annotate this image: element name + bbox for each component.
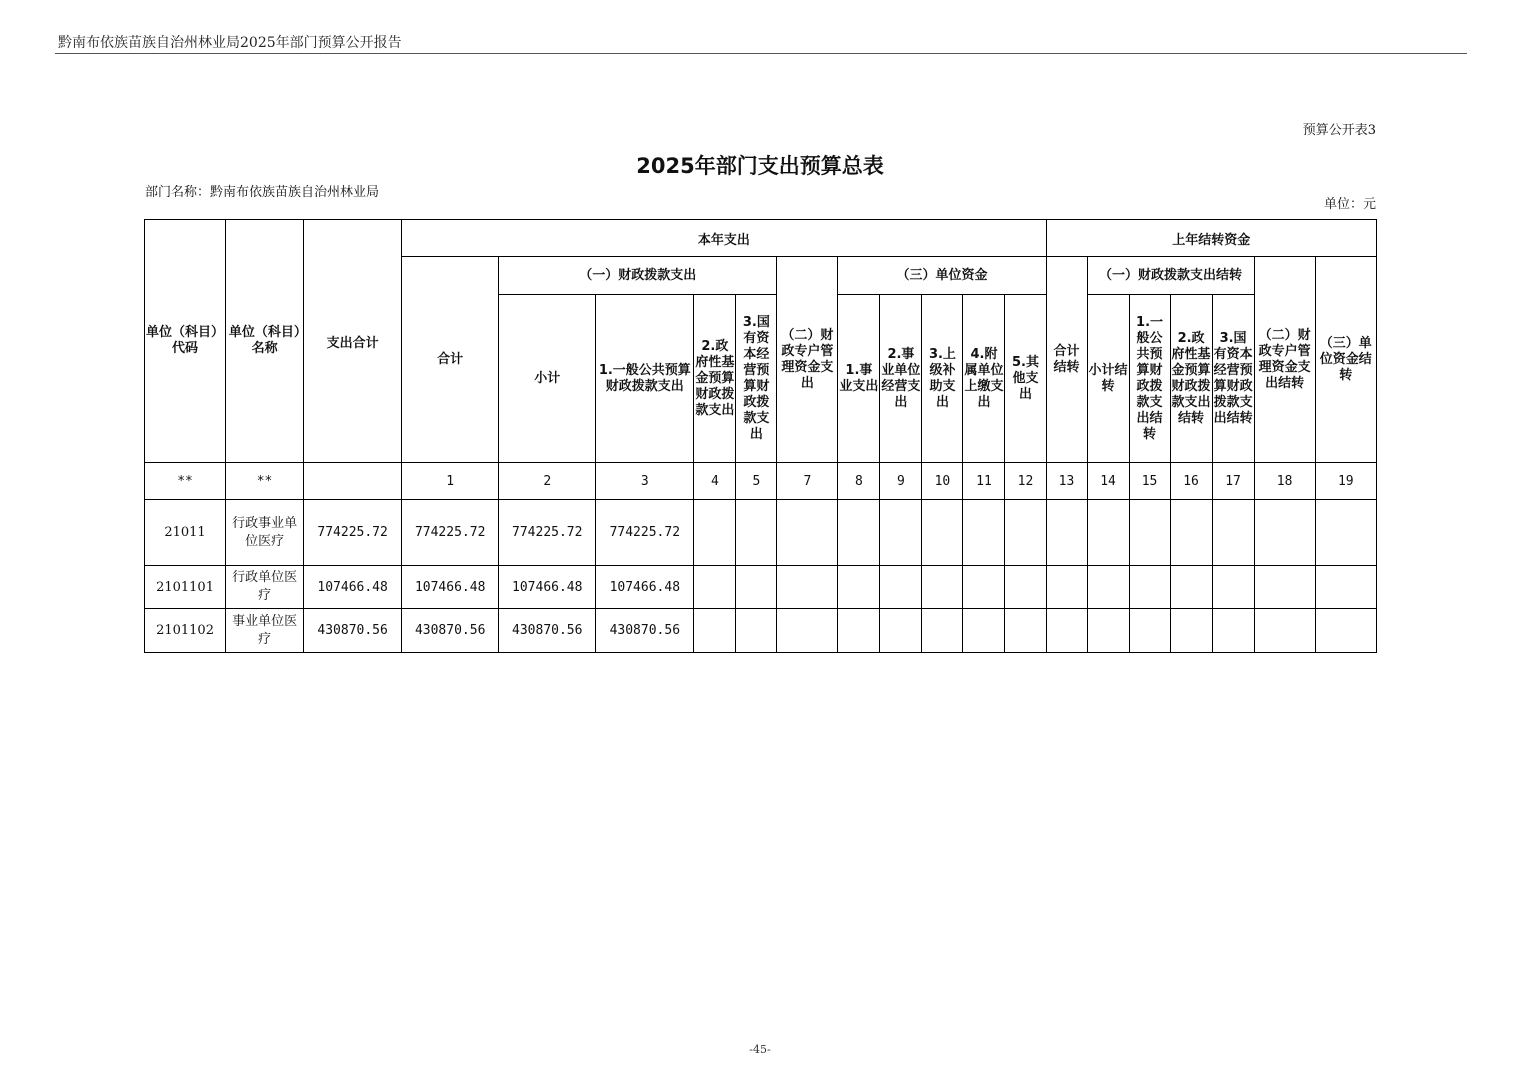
- index-cell: [304, 463, 402, 500]
- index-cell: 18: [1254, 463, 1315, 500]
- table-number: 预算公开表3: [1302, 123, 1376, 138]
- header-unit-funds: （三）单位资金: [838, 257, 1046, 295]
- table-row: [145, 500, 1377, 566]
- row-total: 430870.56: [304, 609, 402, 653]
- header-other: 5.其他支出: [1005, 295, 1046, 463]
- index-cell: **: [145, 463, 226, 500]
- header-carry-unit: （三）单位资金结转: [1315, 257, 1376, 463]
- header-carryover: 上年结转资金: [1046, 220, 1377, 257]
- page-number: -45-: [749, 1043, 771, 1056]
- row-general-budget: 430870.56: [596, 609, 694, 653]
- row-name: 事业单位医疗: [226, 609, 304, 653]
- index-cell: 17: [1212, 463, 1254, 500]
- header-fiscal-subtotal: 小计: [499, 295, 596, 463]
- index-cell: 12: [1005, 463, 1046, 500]
- index-cell: 8: [838, 463, 880, 500]
- row-name: 行政事业单位医疗: [226, 500, 304, 566]
- header-special-account: （二）财政专户管理资金支出: [777, 257, 838, 463]
- index-cell: 13: [1046, 463, 1087, 500]
- header-current-year: 本年支出: [402, 220, 1046, 257]
- index-cell: 3: [596, 463, 694, 500]
- header-carry-special: （二）财政专户管理资金支出结转: [1254, 257, 1315, 463]
- row-code: 21011: [145, 500, 226, 566]
- table-row: [145, 609, 1377, 653]
- header-operating: 2.事业单位经营支出: [880, 295, 922, 463]
- header-divider: [55, 53, 1467, 54]
- header-carry-subtotal: 小计结转: [1087, 295, 1129, 463]
- row-fiscal-subtotal: 107466.48: [499, 566, 596, 609]
- table-row: [145, 566, 1377, 609]
- header-carry-total: 合计结转: [1046, 257, 1087, 463]
- index-row: [145, 463, 1377, 500]
- index-cell: **: [226, 463, 304, 500]
- header-total: 支出合计: [304, 220, 402, 463]
- index-cell: 5: [736, 463, 777, 500]
- index-cell: 11: [963, 463, 1005, 500]
- row-total: 107466.48: [304, 566, 402, 609]
- budget-table: [144, 219, 1377, 653]
- header-gov-fund: 2.政府性基金预算财政拨款支出: [694, 295, 736, 463]
- row-general-budget: 774225.72: [596, 500, 694, 566]
- row-name: 行政单位医疗: [226, 566, 304, 609]
- header-business-income: 1.事业支出: [838, 295, 880, 463]
- department-label: 部门名称：黔南布依族苗族自治州林业局: [145, 185, 380, 200]
- index-cell: 2: [499, 463, 596, 500]
- index-cell: 19: [1315, 463, 1376, 500]
- index-cell: 7: [777, 463, 838, 500]
- header-subsidy: 3.上级补助支出: [922, 295, 963, 463]
- row-code: 2101102: [145, 609, 226, 653]
- row-total: 774225.72: [304, 500, 402, 566]
- header-general-budget: 1.一般公共预算财政拨款支出: [596, 295, 694, 463]
- header-carry-fiscal-group: （一）财政拨款支出结转: [1087, 257, 1254, 295]
- row-sum: 774225.72: [402, 500, 499, 566]
- row-code: 2101101: [145, 566, 226, 609]
- page-title: 2025年部门支出预算总表: [636, 154, 884, 178]
- index-cell: 9: [880, 463, 922, 500]
- index-cell: 15: [1129, 463, 1170, 500]
- header-fiscal-group: （一）财政拨款支出: [499, 257, 777, 295]
- index-cell: 10: [922, 463, 963, 500]
- row-general-budget: 107466.48: [596, 566, 694, 609]
- unit-label: 单位：元: [1323, 197, 1376, 212]
- header-carry-state-capital: 3.国有资本经营预算财政拨款支出结转: [1212, 295, 1254, 463]
- header-state-capital: 3.国有资本经营预算财政拨款支出: [736, 295, 777, 463]
- header-name: 单位（科目）名称: [226, 220, 304, 463]
- row-sum: 430870.56: [402, 609, 499, 653]
- header-subordinate: 4.附属单位上缴支出: [963, 295, 1005, 463]
- report-header-title: 黔南布依族苗族自治州林业局2025年部门预算公开报告: [58, 35, 402, 51]
- header-carry-gov-fund: 2.政府性基金预算财政拨款支出结转: [1170, 295, 1212, 463]
- header-code: 单位（科目）代码: [145, 220, 226, 463]
- row-fiscal-subtotal: 430870.56: [499, 609, 596, 653]
- header-carry-general: 1.一般公共预算财政拨款支出结转: [1129, 295, 1170, 463]
- header-sum: 合计: [402, 257, 499, 463]
- index-cell: 14: [1087, 463, 1129, 500]
- row-sum: 107466.48: [402, 566, 499, 609]
- index-cell: 1: [402, 463, 499, 500]
- index-cell: 4: [694, 463, 736, 500]
- row-fiscal-subtotal: 774225.72: [499, 500, 596, 566]
- index-cell: 16: [1170, 463, 1212, 500]
